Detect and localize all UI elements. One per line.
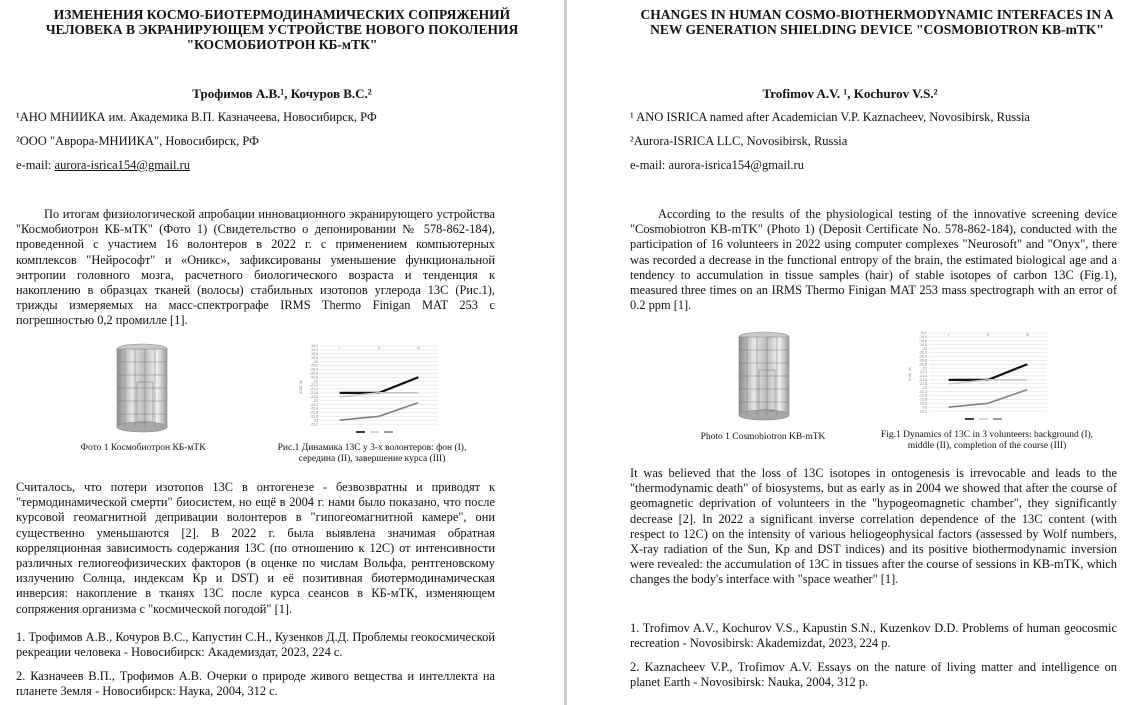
y-tick-label: -23,2 bbox=[919, 409, 927, 414]
category-label: II bbox=[987, 333, 989, 337]
y-tick-label: -22,4 bbox=[310, 406, 318, 411]
y-tick-label: -22,2 bbox=[919, 389, 927, 394]
cosmobiotron-photo bbox=[727, 328, 801, 424]
y-tick-label: -21,4 bbox=[310, 387, 318, 392]
isotope-chart bbox=[905, 327, 1057, 422]
y-tick-label: -22,4 bbox=[919, 393, 927, 398]
y-tick-label: -19,4 bbox=[919, 335, 927, 340]
y-tick-label: -21,6 bbox=[310, 391, 318, 396]
figure-caption: Fig.1 Dynamics of 13C in 3 volunteers: background (I), middle (II), completion of the course (III) bbox=[880, 430, 1094, 451]
y-tick-label: -20,4 bbox=[919, 354, 927, 359]
reference-1: 1. Trofimov A.V., Kochurov V.S., Kapustin S.N., Kuzenkov D.D. Problems of human geocosmic recreation - Novosibirsk: Akademizdat, 2023, 224 p. bbox=[630, 621, 1117, 651]
category-label: III bbox=[1025, 333, 1029, 337]
figure-caption: Рис.1 Динамика 13С у 3-х волонтеров: фон (I), середина (II), завершение курса (III) bbox=[277, 443, 467, 464]
y-tick-label: -19,8 bbox=[310, 355, 318, 360]
paragraph-2: Считалось, что потери изотопов 13С в онтогенезе - безвозвратны и приводят к "термодинамической смерти" биосистем, но ещё в 2004 г. нами было показано, что после курсовой геомагнитной депривации волонтеров в "гипогеомагнитной камере", они существенно уменьшаются [2]. В 2022 г. была выявлена значимая обратная корреляционная зависимость содержания 13С (по отношению к 12С) от интенсивности различных гелиогеофизических факторов (в оценке по числам Вольфа, рентгеновскому излучению Солнца, индексам Кр и DST) и её позитивная биотермодинамическая инверсия: накопление в тканях 13С после курса сеансов в КБ-мТК, изменяющем сопряжения организма с "космической погодой" [1]. bbox=[16, 480, 495, 616]
y-tick-label: -21,6 bbox=[919, 378, 927, 383]
reference-2: 2. Kaznacheev V.P., Trofimov A.V. Essays on the nature of living matter and intelligence on planet Earth - Novosibirsk: Nauka, 2004, 312 p. bbox=[630, 660, 1117, 690]
isotope-chart bbox=[296, 340, 448, 435]
y-tick-label: -21 bbox=[921, 366, 927, 371]
paper-title: ИЗМЕНЕНИЯ КОСМО-БИОТЕРМОДИНАМИЧЕСКИХ СОПРЯЖЕНИЙ ЧЕЛОВЕКА В ЭКРАНИРУЮЩЕМ УСТРОЙСТВЕ НОВОГО ПОКОЛЕНИЯ "КОСМОБИОТРОН КБ-мТК" bbox=[45, 7, 519, 52]
authors: Трофимов А.В.¹, Кочуров В.С.² bbox=[192, 86, 372, 101]
y-tick-label: -22,8 bbox=[310, 414, 318, 419]
russian-page bbox=[0, 0, 564, 705]
y-tick-label: -23,2 bbox=[310, 422, 318, 427]
y-tick-label: -20,2 bbox=[919, 350, 927, 355]
photo-caption: Photo 1 Cosmobiotron KB-mTK bbox=[700, 432, 826, 442]
affiliation-1: ¹ ANO ISRICA named after Academician V.P. Kaznacheev, Novosibirsk, Russia bbox=[630, 110, 1030, 124]
category-label: II bbox=[378, 346, 380, 350]
english-page bbox=[567, 0, 1133, 705]
paragraph-2: It was believed that the loss of 13C isotopes in ontogenesis is irrevocable and leads to the "thermodynamic death" of biosystems, but as early as in 2004 we showed that after the course of geomagnetic deprivation of volunteers in the "hypogeomagnetic chamber", they significantly decrease [2]. In 2022 a significant inverse correlation dependence of the 13C content (with respect to 12C) on the intensity of various heliogeophysical factors (assessed by Wolf numbers, X-ray radiation of the Sun, Kp and DST indices) and its positive biothermodynamic inversion were revealed: the accumulation of 13C in tissues after the course of sessions in KB-mTK, which changes the body's interface with "space weather" [1]. bbox=[630, 466, 1117, 587]
y-axis-label: δ13C, ‰ bbox=[299, 380, 303, 394]
reference-1: 1. Трофимов А.В., Кочуров В.С., Капустин С.Н., Кузенков Д.Д. Проблемы геокосмической рекреации человека - Новосибирск: Академиздат, 2023, 224 с. bbox=[16, 630, 495, 660]
paper-title: CHANGES IN HUMAN COSMO-BIOTHERMODYNAMIC INTERFACES IN A NEW GENERATION SHIELDING DEVICE "COSMOBIOTRON KB-mTK" bbox=[640, 7, 1114, 37]
email-text: aurora-isrica154@gmail.ru bbox=[668, 158, 804, 172]
y-tick-label: -22 bbox=[921, 385, 927, 390]
authors: Trofimov A.V. ¹, Kochurov V.S.² bbox=[762, 86, 938, 101]
y-tick-label: -21,8 bbox=[919, 381, 927, 386]
y-tick-label: -19,2 bbox=[310, 344, 318, 349]
y-tick-label: -21,8 bbox=[310, 394, 318, 399]
y-tick-label: -20 bbox=[312, 359, 318, 364]
y-axis-label: δ13C, ‰ bbox=[908, 367, 912, 381]
y-tick-label: -19,6 bbox=[310, 352, 318, 357]
y-tick-label: -21 bbox=[312, 379, 318, 384]
series-line-3 bbox=[949, 390, 1028, 408]
y-tick-label: -21,2 bbox=[919, 370, 927, 375]
email-label: e-mail: bbox=[630, 158, 669, 172]
y-tick-label: -22,8 bbox=[919, 401, 927, 406]
paragraph-1: По итогам физиологической апробации инновационного экранирующего устройства "Космобиотрон КБ-мТК" (Фото 1) (Свидетельство о депонировании № 578-862-184), проведенной с участием 16 волонтеров в 2022 г. с применением компьютерных комплексов "Нейрософт" и «Оникс», зафиксированы уменьшение функциональной энтропии головного мозга, расчетного биологического возраста и тенденция к накоплению в образцах тканей (волосы) стабильных изотопов углерода 13С (Рис.1), трижды измеряемых на масс-спектрографе IRMS Thermo Finigan MAT 253 с погрешностью 0,2 промилле [1]. bbox=[16, 207, 495, 328]
y-tick-label: -19,8 bbox=[919, 342, 927, 347]
y-tick-label: -20,8 bbox=[919, 362, 927, 367]
y-tick-label: -22 bbox=[312, 398, 318, 403]
y-tick-label: -20,4 bbox=[310, 367, 318, 372]
category-label: III bbox=[416, 346, 420, 350]
y-tick-label: -19,2 bbox=[919, 331, 927, 336]
y-tick-label: -19,6 bbox=[919, 339, 927, 344]
category-label: I bbox=[948, 333, 950, 337]
email-link[interactable]: aurora-isrica154@gmail.ru bbox=[54, 158, 190, 172]
y-tick-label: -20,6 bbox=[919, 358, 927, 363]
y-tick-label: -20 bbox=[921, 346, 927, 351]
affiliation-1: ¹АНО МНИИКА им. Академика В.П. Казначеева, Новосибирск, РФ bbox=[16, 110, 377, 124]
reference-2: 2. Казначеев В.П., Трофимов А.В. Очерки о природе живого вещества и интеллекта на планете Земля - Новосибирск: Наука, 2004, 312 с. bbox=[16, 669, 495, 699]
affiliation-2: ²ООО "Аврора-МНИИКА", Новосибирск, РФ bbox=[16, 134, 260, 148]
cosmobiotron-photo bbox=[105, 342, 179, 434]
email-label: e-mail: bbox=[16, 158, 55, 172]
y-tick-label: -19,4 bbox=[310, 348, 318, 353]
email-line bbox=[630, 158, 804, 173]
y-tick-label: -21,4 bbox=[919, 374, 927, 379]
y-tick-label: -20,6 bbox=[310, 371, 318, 376]
y-tick-label: -21,2 bbox=[310, 383, 318, 388]
y-tick-label: -22,6 bbox=[919, 397, 927, 402]
email-line bbox=[16, 158, 190, 173]
y-tick-label: -22,6 bbox=[310, 410, 318, 415]
series-line-3 bbox=[340, 403, 419, 421]
y-tick-label: -23 bbox=[312, 418, 318, 423]
paragraph-1: According to the results of the physiological testing of the innovative screening device "Cosmobiotron KB-mTK" (Photo 1) (Deposit Certificate No. 578-862-184), conducted with the participation of 16 volunteers in 2022 using computer complexes "Neurosoft" and "Onyx", there was recorded a decrease in the functional entropy of the brain, the estimated biological age and a tendency to accumulation in tissue samples (hair) of stable isotopes of carbon 13C (Fig.1), measured three times on an IRMS Thermo Finigan MAT 253 mass spectrograph with an error of 0.2 ppm [1]. bbox=[630, 207, 1117, 313]
y-tick-label: -20,2 bbox=[310, 363, 318, 368]
y-tick-label: -23 bbox=[921, 405, 927, 410]
y-tick-label: -20,8 bbox=[310, 375, 318, 380]
photo-caption: Фото 1 Космобиотрон КБ-мТК bbox=[80, 443, 206, 453]
y-tick-label: -22,2 bbox=[310, 402, 318, 407]
category-label: I bbox=[339, 346, 341, 350]
affiliation-2: ²Aurora-ISRICA LLC, Novosibirsk, Russia bbox=[630, 134, 848, 148]
